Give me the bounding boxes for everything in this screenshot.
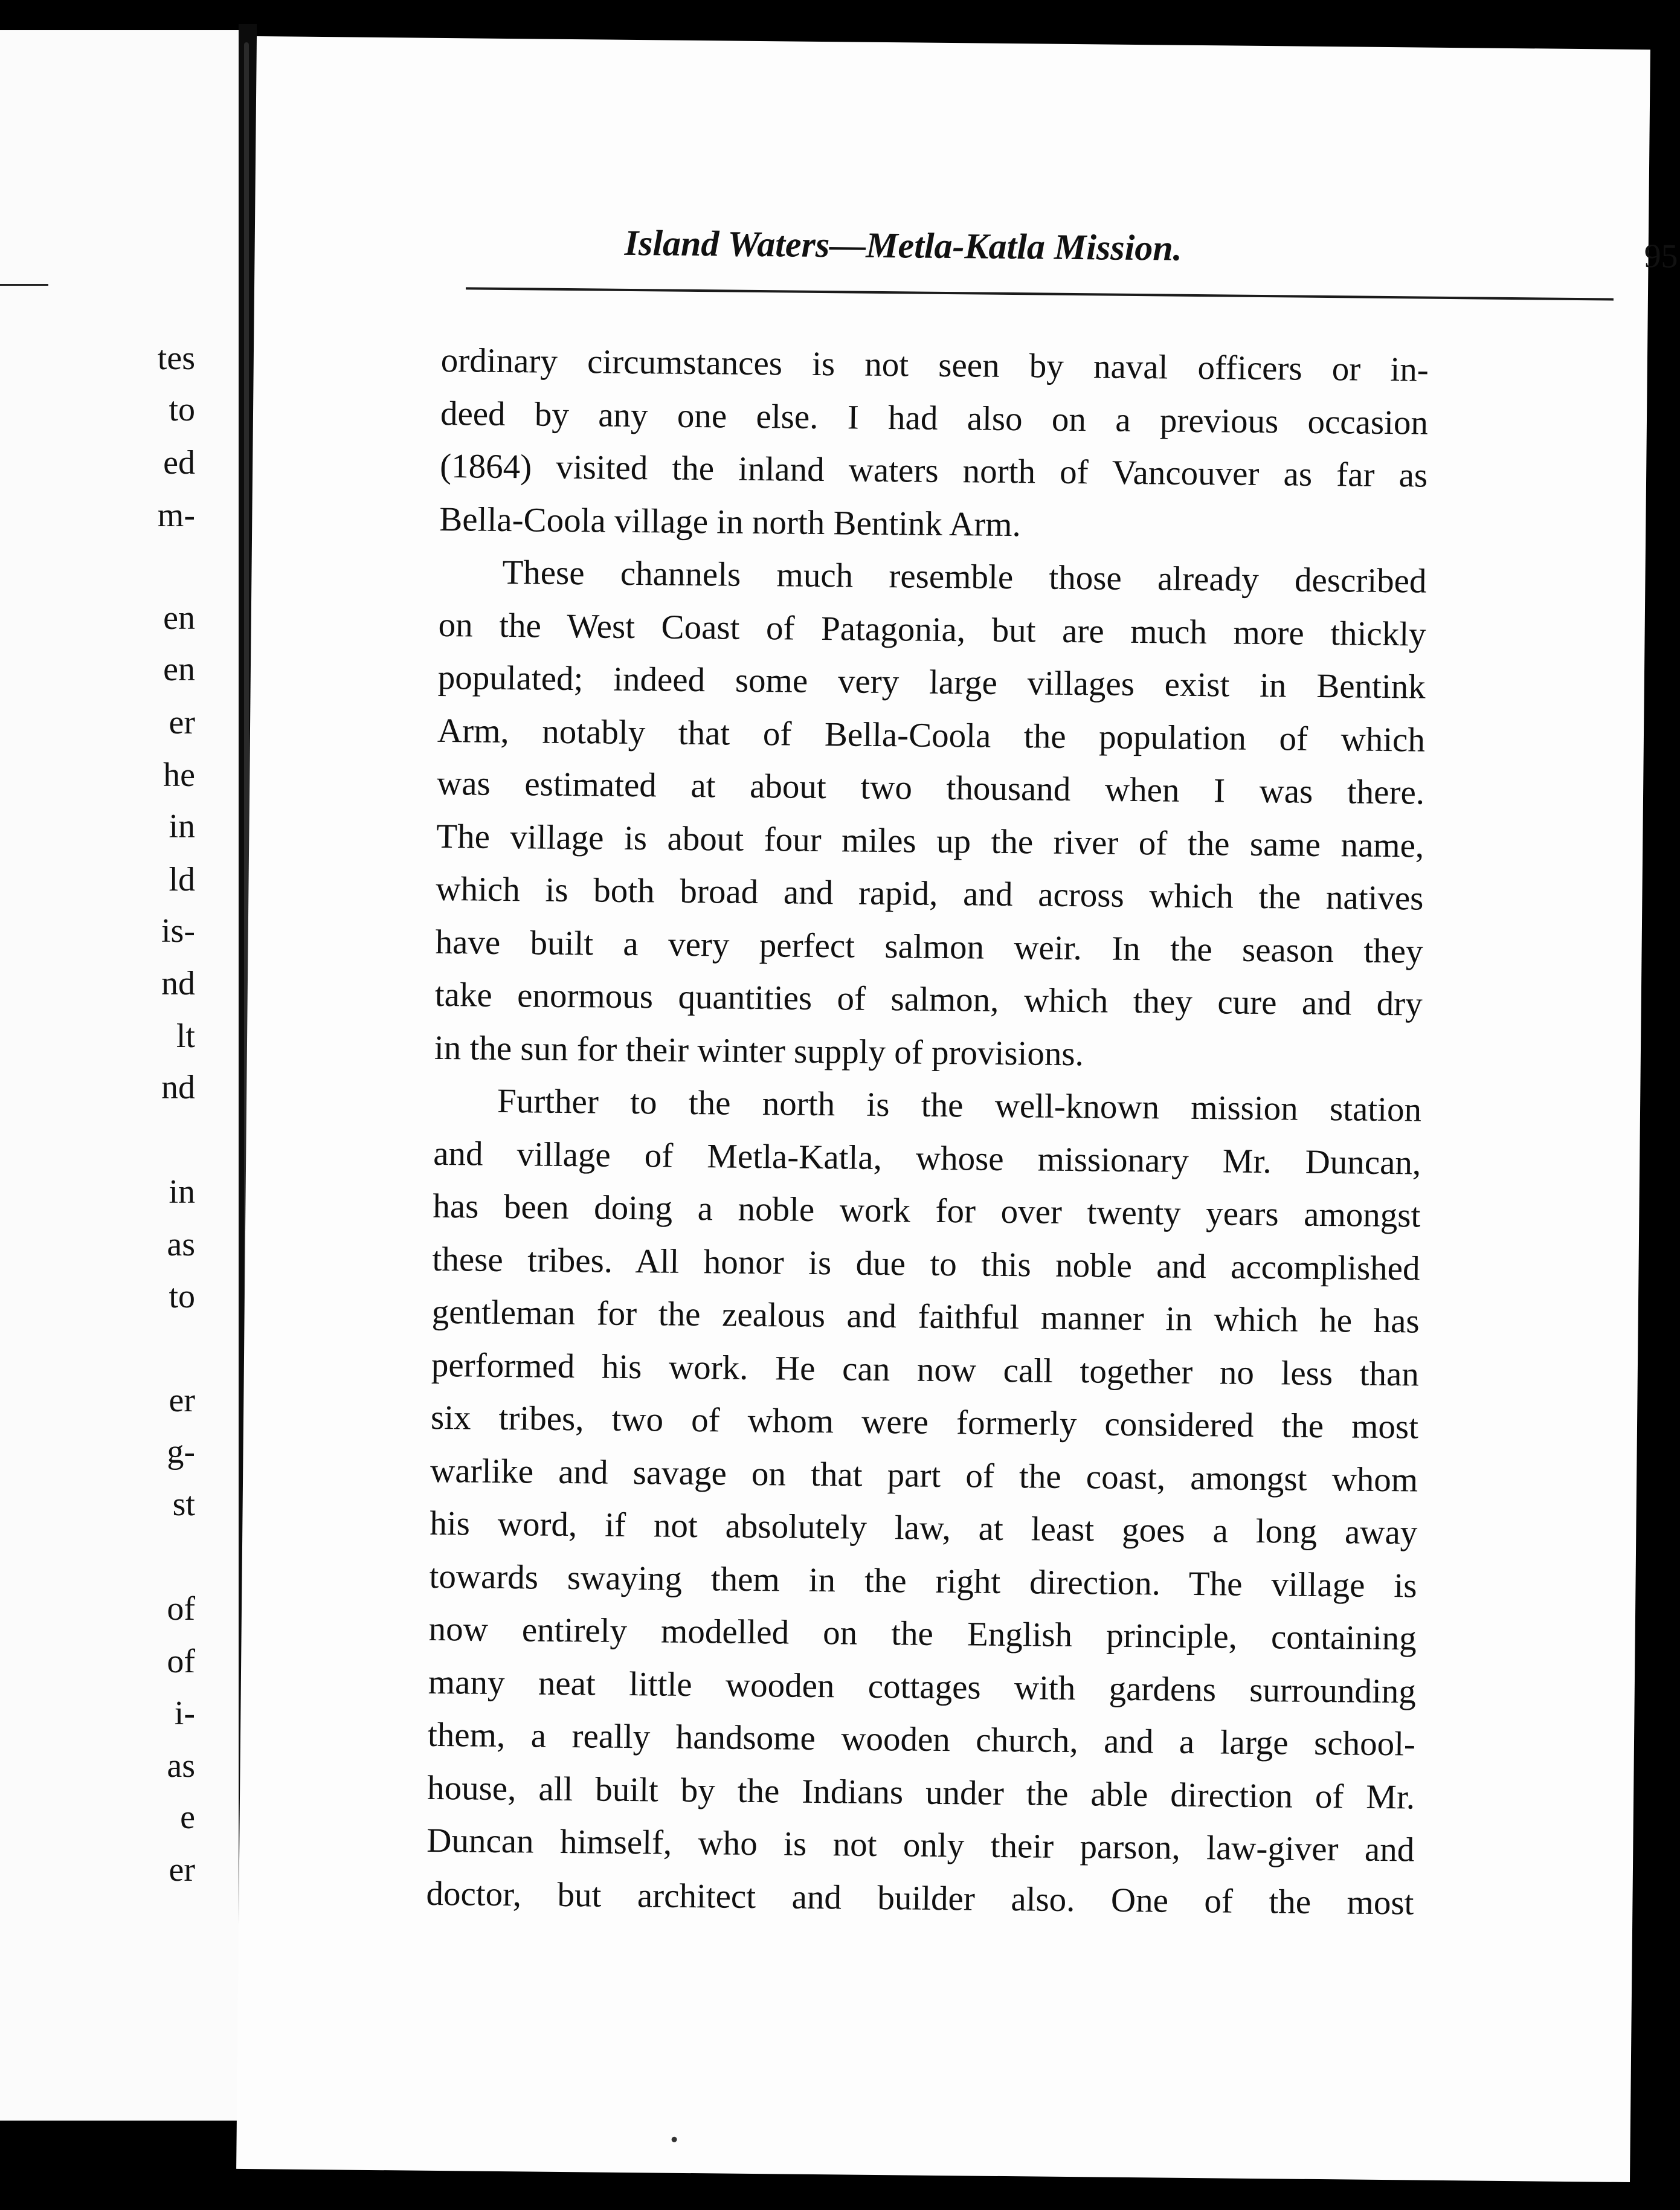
text-line: in the sun for their winter supply of provisions. — [434, 1028, 1084, 1073]
text-line: have built a very perfect salmon weir. In the season they — [435, 923, 1423, 971]
facing-page-fragment: st — [172, 1486, 195, 1523]
facing-page-fragment: er — [169, 1382, 195, 1419]
text-line: these tribes. All honor is due to this noble and accomplished — [432, 1240, 1420, 1288]
text-line: deed by any one else. I had also on a previous occasion — [440, 394, 1429, 442]
text-line: Arm, notably that of Bella-Coola the population of which — [437, 711, 1426, 759]
text-line: was estimated at about two thousand when I was there. — [436, 764, 1425, 812]
body-text — [426, 334, 1429, 1930]
text-line: Bella-Coola village in north Bentink Arm. — [439, 500, 1022, 544]
text-line: gentleman for the zealous and faithful manner in which he has — [431, 1292, 1420, 1341]
text-line: Further to the north is the well-known mission station — [497, 1081, 1422, 1129]
text-line: many neat little wooden cottages with gardens surrounding — [428, 1663, 1417, 1711]
facing-page-fragment: of — [167, 1643, 195, 1680]
text-line: his word, if not absolutely law, at least goes a long away — [430, 1504, 1418, 1552]
facing-page-fragment: nd — [161, 1069, 195, 1106]
page — [236, 36, 1678, 2182]
facing-page-fragment: er — [169, 1851, 195, 1889]
facing-page-fragment: lt — [176, 1017, 195, 1055]
text-line: on the West Coast of Patagonia, but are much more thickly — [438, 605, 1426, 654]
text-line: The village is about four miles up the river of the same name, — [436, 817, 1424, 865]
facing-page-fragment: tes — [157, 340, 195, 377]
text-line: now entirely modelled on the English principle, containing — [428, 1609, 1417, 1658]
facing-page-fragment: in — [169, 808, 195, 845]
text-line: Duncan himself, who is not only their parson, law-giver and — [426, 1821, 1415, 1869]
text-line: which is both broad and rapid, and across which the natives — [436, 869, 1424, 918]
text-line: has been doing a noble work for over twenty years amongst — [433, 1187, 1421, 1235]
text-line: towards swaying them in the right direction. The village is — [429, 1557, 1417, 1605]
text-line: performed his work. He can now call together no less than — [431, 1345, 1420, 1394]
text-line: and village of Metla-Katla, whose missionary Mr. Duncan, — [433, 1134, 1421, 1182]
facing-page-rule — [0, 284, 48, 286]
facing-page-fragment: to — [169, 1278, 195, 1315]
facing-page-fragment: is- — [161, 912, 195, 950]
facing-page-fragment: he — [163, 756, 195, 794]
facing-page-fragment: in — [169, 1173, 195, 1211]
ink-speck — [672, 2137, 677, 2142]
facing-page-fragment: ed — [163, 444, 195, 482]
facing-page-fragment: to — [169, 391, 195, 428]
page-number: 95 — [1644, 237, 1678, 275]
facing-page-fragment: m- — [157, 497, 195, 534]
text-line: take enormous quantities of salmon, which they cure and dry — [434, 975, 1423, 1023]
text-line: ordinary circumstances is not seen by naval officers or in- — [440, 341, 1429, 389]
running-head — [624, 222, 1678, 292]
facing-page-fragment: en — [163, 599, 195, 637]
facing-page-fragment: as — [167, 1747, 195, 1785]
text-line: (1864) visited the inland waters north of Vancouver as far as — [439, 446, 1428, 495]
facing-page-fragment: e — [180, 1799, 195, 1836]
facing-page-fragment: as — [167, 1226, 195, 1263]
text-line: house, all built by the Indians under the able direction of Mr. — [426, 1768, 1415, 1817]
facing-page-fragment: g- — [167, 1433, 195, 1471]
facing-page-fragment: of — [167, 1590, 195, 1628]
text-line: them, a really handsome wooden church, and a large school- — [427, 1715, 1416, 1764]
text-line: populated; indeed some very large villages exist in Bentink — [437, 658, 1426, 706]
text-line: warlike and savage on that part of the coast, amongst whom — [430, 1451, 1418, 1500]
text-line: These channels much resemble those already described — [502, 553, 1427, 601]
text-line: doctor, but architect and builder also. One of the most — [426, 1874, 1414, 1922]
facing-page-fragment: en — [163, 651, 195, 688]
facing-page-fragment: er — [169, 704, 195, 741]
text-line: six tribes, two of whom were formerly considered the most — [430, 1398, 1419, 1446]
facing-page — [0, 30, 241, 2121]
facing-page-fragment: i- — [174, 1695, 195, 1732]
running-head-title: Island Waters—Metla-Katla Mission. — [624, 222, 1182, 268]
facing-page-fragment: nd — [161, 965, 195, 1002]
facing-page-fragment: ld — [169, 861, 195, 898]
